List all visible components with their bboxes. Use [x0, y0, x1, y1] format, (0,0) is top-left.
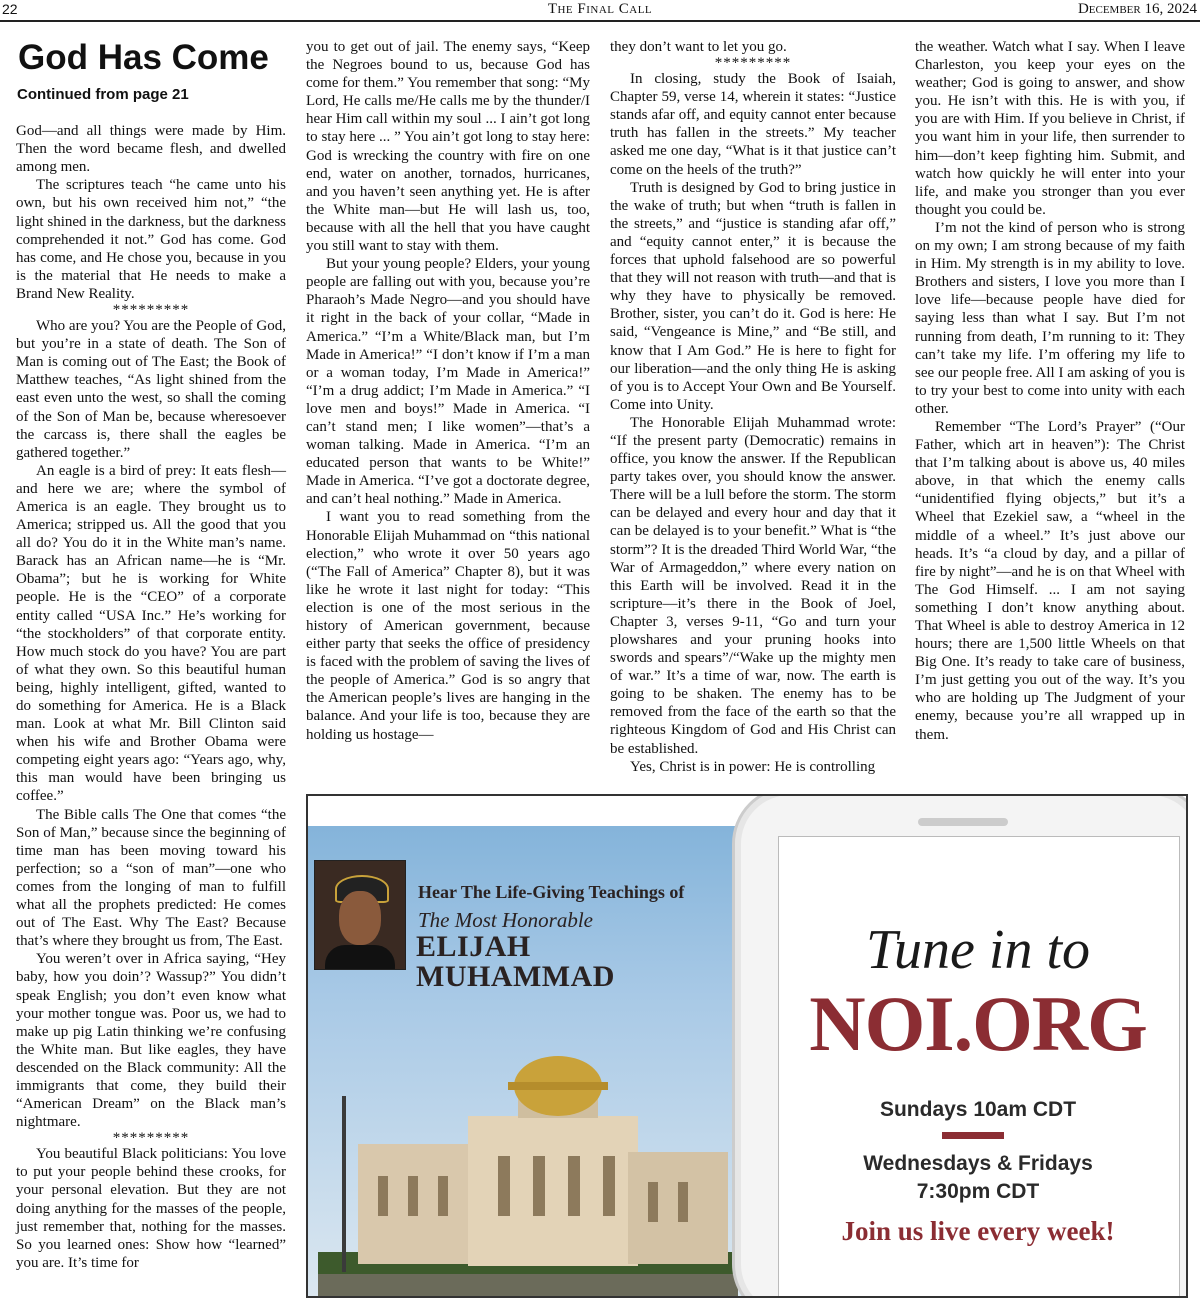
- column-4: [915, 38, 1185, 744]
- column-2: [306, 38, 590, 744]
- paragraph: I’m not the kind of person who is strong on my own; I am strong because of my faith in Him. My strength is in my ability to love. Brothers and sisters, I love you more than I love life—because people have died for saying less than what I say. But I’m not running from death, I’m running to it: They can’t take my life. I’m offering my life to see our people free. All I am asking of you is to try your best to come into unity with each other.: [915, 219, 1185, 417]
- ad-weekday-hour: 7:30pm CDT: [916, 1180, 1040, 1203]
- phone-speaker: [918, 818, 1008, 826]
- dome-base: [508, 1082, 608, 1090]
- ad-weekday-time: [778, 1150, 1178, 1206]
- paragraph: God—and all things were made by Him. Then the word became flesh, and dwelled among men.: [16, 123, 286, 176]
- portrait-suit: [325, 945, 395, 969]
- ad-divider-bar: [942, 1132, 1004, 1139]
- ad-name-last: MUHAMMAD: [416, 960, 615, 993]
- ad-tune-in: Tune in to: [865, 919, 1091, 981]
- section-separator: *********: [714, 55, 792, 72]
- section-separator: *********: [112, 302, 190, 319]
- paragraph: I want you to read something from the Honorable Elijah Muhammad on “this national election,” who wrote it over 50 years ago (“The Fall of America” Chapter 8), but it was like he wrote it last night for today: “This election is one of the most serious in the history of American government, because either party that seeks the office of presidency is faced with the problem of saving the lives of the people of America.” God is so angry that the American people’s lives are hanging in the balance. And your life is too, because they are holding us hostage—: [306, 509, 590, 743]
- paragraph: The Bible calls The One that comes “the Son of Man,” because since the beginning of time man has been moving toward his perfection; so a “son of man”—one who comes from the longing of man to fulfill what all the prophets predicted: He comes out of The East. Why The East? Because that’s where they brought us from, The East.: [16, 806, 286, 950]
- portrait-photo: [314, 860, 406, 970]
- window-9: [678, 1182, 688, 1222]
- ad-name: [416, 932, 615, 992]
- section-separator: *********: [112, 1130, 190, 1147]
- window-2: [408, 1176, 418, 1216]
- paragraph: An eagle is a bird of prey: It eats flesh—and here we are; where the symbol of America is an eagle. They brought us to America; stripped us. All the good that you all do? You do it in the White man’s name. Barack has an African name—he is “Mr. Obama”; but he is working for White people. He is the “CEO” of a corporate entity called “USA Inc.” He’s working for “the stockholders” of that corporate entity. How much stock do you have? You are part of what they own. So this beautiful human being, highly intelligent, gifted, wanted to do something for America. He is a Black man. Look at what Mr. Bill Clinton said when his wife and Brother Obama were competing eight years ago: “Years ago, why, this man would have been bringing us coffee.”: [16, 462, 286, 805]
- paragraph: Yes, Christ is in power: He is controlling: [630, 758, 876, 775]
- ad-hear-line: Hear The Life-Giving Teachings of: [418, 882, 685, 902]
- ad-site-link[interactable]: NOI.ORG: [809, 980, 1147, 1067]
- paragraph: Who are you? You are the People of God, but you’re in a state of death. The Son of Man is coming out of The East; the Book of Matthew teaches, “As light shined from the east even unto the west, so shall the coming of the Son of Man be, because wheresoever the carcass is, there shall the eagles be gathered together.”: [16, 318, 286, 461]
- paragraph: In closing, study the Book of Isaiah, Chapter 59, verse 14, wherein it states: “Justice stands afar off, and equity cannot enter because truth has fallen in the streets.” My teacher asked me one day, “What is it that justice can’t come on the heels of the truth?”: [610, 71, 896, 178]
- column-3: [610, 38, 896, 776]
- noi-advertisement[interactable]: [306, 794, 1188, 1298]
- paragraph: But your young people? Elders, your young people are falling out with you, because you’re Pharaoh’s Made Negro—and you should have it right in the back of your collar, “Made in America.” “I’m a White/Black man, but I’m Made in America!” “I don’t know if I’m a man or a woman today, I’m Made in America!” “I’m a drug addict; I’m Made in America.” “I love men and boys!” Made in America. “I can’t stand men; I like women”—that’s a woman talking. Made in America. “I’m an educated person that wants to be White!” Made in America. “I’ve got a doctorate degree, and can’t heal nothing.” Made in America.: [306, 256, 590, 508]
- window-7: [603, 1156, 615, 1216]
- window-1: [378, 1176, 388, 1216]
- paragraph: Truth is designed by God to bring justice in the wake of truth; but when “truth is fallen in the streets,” and “justice is standing afar off,” and “equity cannot enter,” it is because the forces that uphold falsehood are so powerful that they will not reason with truth—and that is why they have to physically be removed. Brother, sister, you can’t do it. God is here: He said, “Vengeance is Mine,” and “Be still, and know that I Am God.” He is here to fight for our liberation—and the only thing He is asking of you is to Accept Your Own and Be Yourself. Come into Unity.: [610, 179, 896, 413]
- page-header: [0, 0, 1200, 22]
- portrait-face: [339, 891, 381, 945]
- ad-weekday-days: Wednesdays & Fridays: [863, 1152, 1093, 1175]
- window-6: [568, 1156, 580, 1216]
- paragraph: the weather. Watch what I say. When I leave Charleston, you keep your eyes on the weather; God is going to answer, and show you. He isn’t with this. He is with you, if you are with Him. If you believe in Christ, if you want him in your life, then surrender to him—don’t keep fighting him. Submit, and watch how quickly he will enter into your life, and make you stronger than you ever thought you could be.: [915, 39, 1185, 218]
- masthead: The Final Call: [547, 1, 653, 17]
- issue-date: December 16, 2024: [1077, 1, 1197, 17]
- column-1: [16, 38, 286, 1272]
- paragraph: they don’t want to let you go.: [610, 39, 787, 55]
- window-3: [438, 1176, 448, 1216]
- paragraph: you to get out of jail. The enemy says, “Keep the Negroes bound to us, because God has come for them.” You remember that song: “My Lord, He calls me/He calls me by the thunder/I hear Him call within my soul ... I ain’t got long to stay here ... ” You ain’t got long to stay here: God is wrecking the country with fire on one end, water on another, tornados, hurricanes, and you haven’t seen anything yet. He is after the White man—but He will lash us, too, because with all the hell that you have caught you still want to stay with them.: [306, 39, 590, 255]
- ad-most-honorable: The Most Honorable: [418, 908, 593, 932]
- paragraph: The Honorable Elijah Muhammad wrote: “If the present party (Democratic) remains in office, you know the answer. If the Republican party takes over, you should know the answer. There will be a lull before the storm. The storm can be delayed and every hour and day that it can be delayed is to your benefit.” What is “the storm”? It is the dreaded Third World War, “the War of Armageddon,” where every nation on this Earth will be involved. Read it in the scripture—it’s there in the Book of Joel, Chapter 3, verses 9-11, “Go and turn your plowshares and your pruning hooks into swords and spears”/“Wake up the mighty men of war.” It’s a time of war, now. The earth is going to be shaken. The enemy has to be removed from the face of the earth so that the righteous Kingdom of God and His Christ can be established.: [610, 414, 896, 757]
- continued-note: Continued from page 21: [17, 86, 189, 103]
- window-5: [533, 1156, 545, 1216]
- paragraph: You beautiful Black politicians: You love to put your people behind these crooks, for your personal elevation. But they are not doing anything for the masses of the people, just remember that, nothing for the masses. So you learned ones: Show how “learned” you are. It’s time for: [16, 1146, 286, 1271]
- paragraph: The scriptures teach “he came unto his own, but his own received him not,” “the light shined in the darkness, but the darkness comprehended it not.” God has come. God has come, and He chose you, because in you is the material that He needs to make a Brand New Reality.: [16, 177, 286, 302]
- paragraph: You weren’t over in Africa saying, “Hey baby, how you doin’? Wassup?” You didn’t speak English; you don’t even know what your mother tongue was. Poor us, we had to make up pig Latin thinking we’re confusing the White man. But like eagles, they have descended on the Black community: All the immigrants that come, they build their “American Dream” on the Black man’s nightmare.: [16, 951, 286, 1131]
- ad-sunday-time: Sundays 10am CDT: [879, 1098, 1077, 1121]
- window-4: [498, 1156, 510, 1216]
- mosque-illustration: [318, 1056, 738, 1296]
- ad-name-first: ELIJAH: [416, 930, 531, 963]
- light-pole: [342, 1096, 346, 1272]
- paragraph: Remember “The Lord’s Prayer” (“Our Father, which art in heaven”): The Christ that I’m talking about is above us, 40 miles above, in that which the enemy calls “unidentified flying objects,” but it’s a Wheel that Ezekiel saw, a “wheel in the middle of a wheel.” It’s just above our heads. It’s “a cloud by day, and a pillar of fire by night”—and he is on that Wheel with The God Himself. ... I am not saying something I don’t know anything about. That Wheel is able to destroy America in 12 hours; there are 1,500 little Wheels on that Big One. It’s ready to take care of business, I’m just getting you out of the way. It’s you who are holding up The Judgment of your enemy, because you’re all wrapped up in them.: [915, 418, 1185, 743]
- page-number: 22: [2, 1, 18, 17]
- article-title: God Has Come: [18, 38, 269, 77]
- ad-join-line: Join us live every week!: [841, 1216, 1115, 1246]
- window-8: [648, 1182, 658, 1222]
